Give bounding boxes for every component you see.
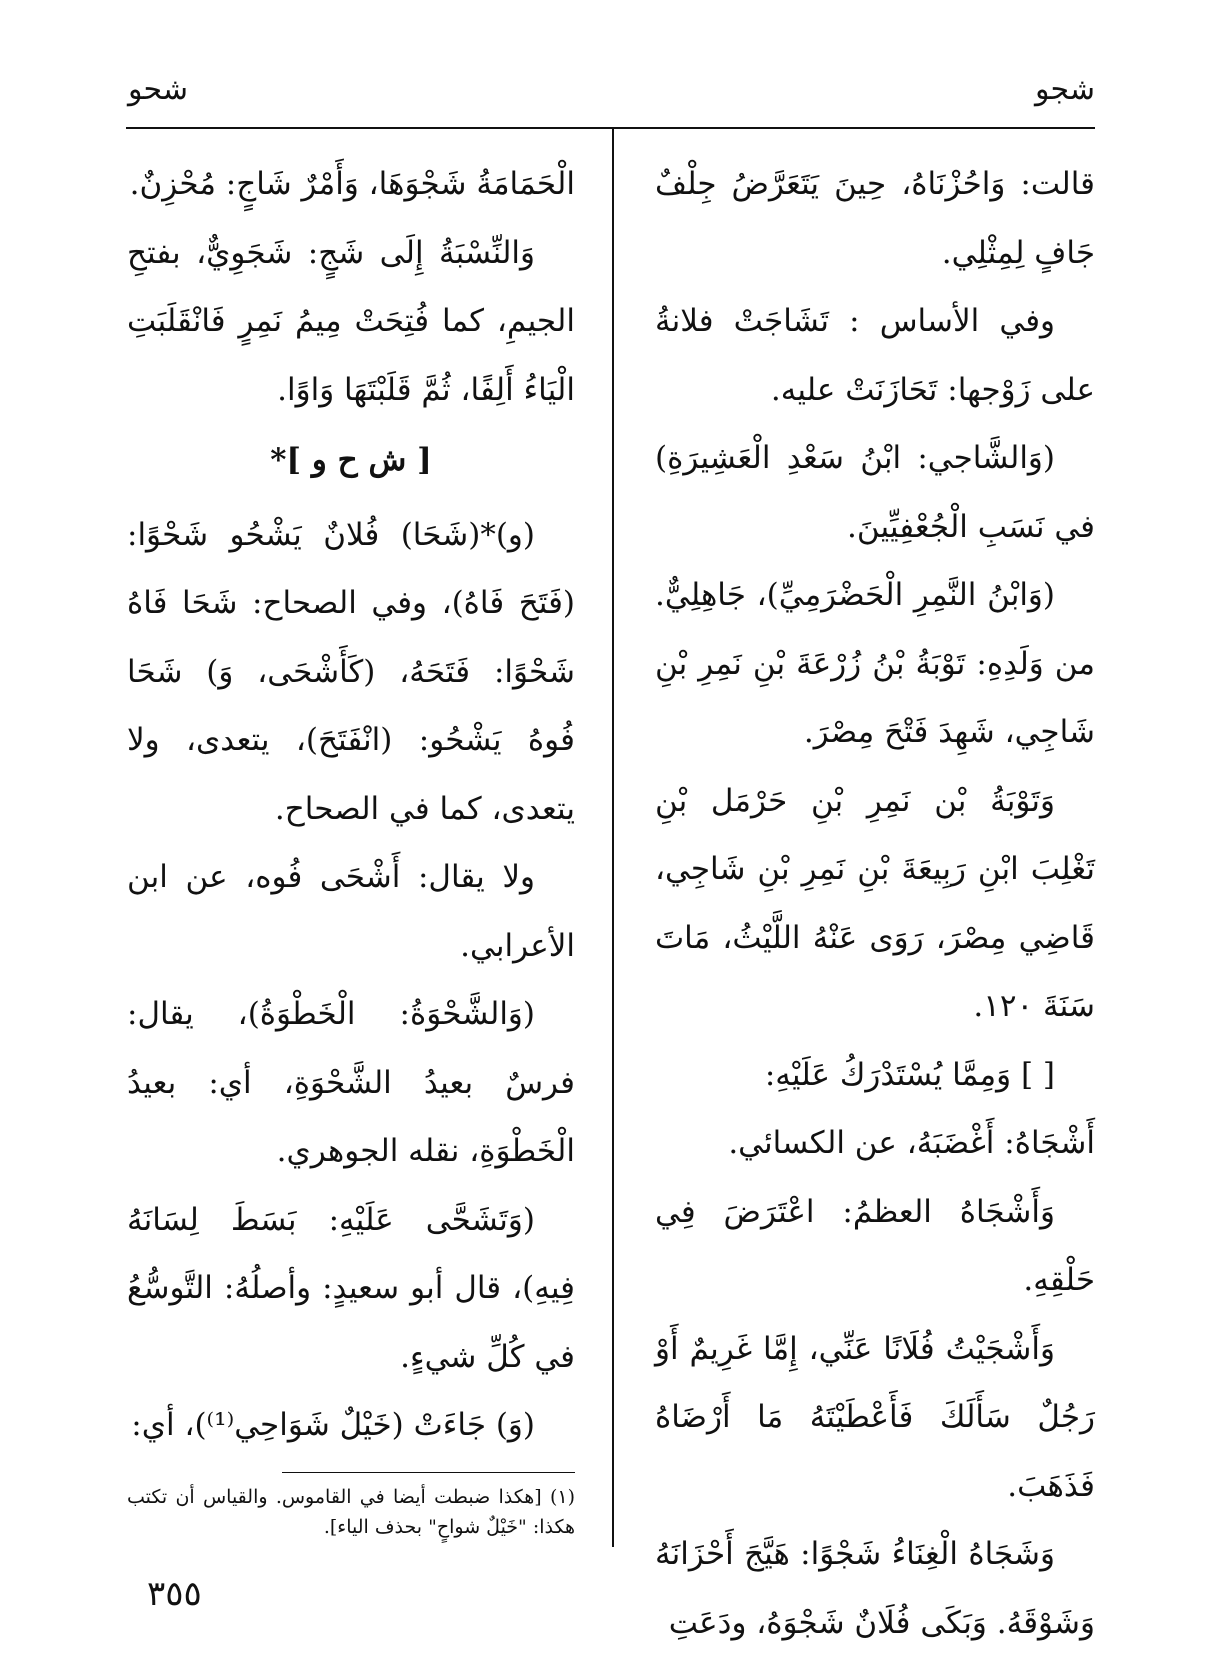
footnote-rule: [282, 1472, 575, 1473]
right-column: [655, 150, 1095, 1657]
paragraph: (وَ) جَاءَتْ (خَيْلٌ شَوَاحِي⁽¹⁾)، أي:: [131, 1407, 535, 1443]
paragraph: وَأَشْجَيْتُ فُلَانًا عَنِّي، إِمَّا غَرِيمٌ أَوْ رَجُلٌ سَأَلَكَ فَأَعْطَيْتَهُ مَا أَرْضَاهُ فَذَهَبَ.: [655, 1330, 1095, 1504]
paragraph: الْحَمَامَةُ شَجْوَهَا، وَأَمْرٌ شَاجٍ: مُحْزِنٌ.: [129, 166, 575, 202]
paragraph: أَشْجَاهُ: أَغْضَبَهُ، عن الكسائي.: [728, 1125, 1095, 1161]
paragraph: (وَابْنُ النَّمِرِ الْحَضْرَمِيِّ)، جَاهِلِيٌّ. من وَلَدِهِ: تَوْبَةُ بْنُ زُرْعَةَ بْنِ نَمِرِ بْنِ شَاجِي، شَهِدَ فَتْحَ مِصْرَ.: [655, 577, 1095, 750]
paragraph: ولا يقال: أَشْحَى فُوه، عن ابن الأعرابي.: [127, 859, 575, 964]
paragraph: وَالنِّسْبَةُ إِلَى شَجٍ: شَجَوِيٌّ، بفتحِ الجيمِ، كما فُتِحَتْ مِيمُ نَمِرٍ فَانْقَلَبَتِ الْيَاءُ أَلِفًا، ثُمَّ قَلَبْتَهَا وَاوًا.: [127, 234, 575, 408]
running-head-left: شحو: [128, 72, 188, 107]
left-column: [127, 150, 575, 1460]
column-divider: [612, 127, 614, 1547]
paragraph: (وَالشَّحْوَةُ: الْخَطْوَةُ)، يقال: فرسٌ بعيدُ الشَّحْوَةِ، أي: بعيدُ الْخَطْوَةِ، نقله الجوهري.: [127, 996, 575, 1169]
paragraph: (و)*(شَحَا) فُلانٌ يَشْحُو شَحْوًا: (فَتَحَ فَاهُ)، وفي الصحاح: شَحَا فَاهُ شَحْوًا: فَتَحَهُ، (كَأَشْحَى، وَ) شَحَا فُوهُ يَشْحُو: (انْفَتَحَ)، يتعدى، ولا يتعدى، كما في الصحاح.: [127, 516, 575, 827]
paragraph: وَأَشْجَاهُ العظمُ: اعْتَرَضَ فِي حَلْقِهِ.: [655, 1193, 1095, 1298]
paragraph: (وَتَشَحَّى عَلَيْهِ: بَسَطَ لِسَانَهُ فِيهِ)، قال أبو سعيدٍ: وأصلُهُ: التَّوسُّعُ في كُلِّ شيءٍ.: [127, 1201, 575, 1375]
paragraph: قالت: وَاحُزْنَاهُ، حِينَ يَتَعَرَّضُ جِلْفٌ جَافٍ لِمِثْلِي.: [655, 166, 1095, 271]
paragraph: (وَالشَّاجي: ابْنُ سَعْدِ الْعَشِيرَةِ) في نَسَبِ الْجُعْفِيِّينَ.: [655, 440, 1095, 545]
page-number: ٣٥٥: [147, 1574, 202, 1614]
running-head-right: شجو: [1035, 72, 1095, 107]
paragraph: وفي الأساس : تَشَاجَتْ فلانةُ على زَوْجها: تَحَازَنَتْ عليه.: [655, 303, 1095, 408]
addendum-heading: [ ] وَمِمَّا يُسْتَدْرَكُ عَلَيْهِ:: [764, 1056, 1055, 1093]
paragraph: وَتَوْبَةُ بْن نَمِرِ بْنِ حَرْمَل بْنِ تَغْلِبَ ابْنِ رَبِيعَةَ بْنِ نَمِرِ بْنِ شَاجِي، قَاضِي مِصْرَ، رَوَى عَنْهُ اللَّيْثُ، مَاتَ سَنَةَ ١٢٠.: [655, 782, 1095, 1024]
paragraph: وَشَجَاهُ الْغِنَاءُ شَجْوًا: هَيَّجَ أَحْزَانَهُ وَشَوْقَهُ. وَبَكَى فُلَانٌ شَجْوَهُ، ودَعَتِ: [655, 1536, 1095, 1641]
header-rule: [126, 127, 1095, 129]
footnote: (١) [هكذا ضبطت أيضا في القاموس. والقياس أن تكتب هكذا: "خَيْلٌ شواحٍ" بحذف الياء].: [127, 1486, 575, 1538]
root-heading: [ ش ح و ]*: [270, 442, 432, 478]
